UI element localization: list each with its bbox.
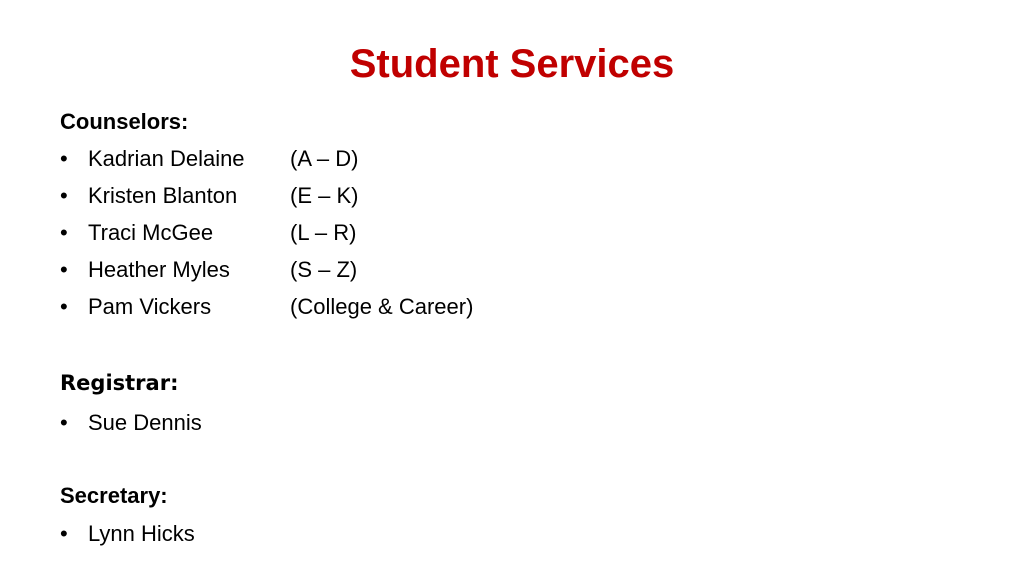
- counselor-assignment: (College & Career): [290, 294, 474, 319]
- counselor-name: Kristen Blanton: [88, 183, 238, 208]
- bullet-icon: •: [60, 257, 68, 282]
- registrar-name: Sue Dennis: [88, 410, 202, 435]
- bullet-icon: •: [60, 410, 68, 435]
- bullet-icon: •: [60, 521, 68, 546]
- counselor-assignment: (A – D): [290, 146, 359, 171]
- bullet-icon: •: [60, 294, 68, 319]
- counselor-assignment: (L – R): [290, 220, 357, 245]
- counselor-name: Heather Myles: [88, 257, 230, 282]
- bullet-icon: •: [60, 220, 68, 245]
- counselor-assignment: (E – K): [290, 183, 359, 208]
- bullet-icon: •: [60, 146, 68, 171]
- counselor-name: Kadrian Delaine: [88, 146, 245, 171]
- bullet-icon: •: [60, 183, 68, 208]
- registrar-heading: Registrar:: [60, 371, 179, 395]
- page-title: Student Services: [349, 42, 675, 86]
- counselor-assignment: (S – Z): [290, 257, 358, 282]
- counselors-heading: Counselors:: [60, 109, 189, 134]
- secretary-name: Lynn Hicks: [88, 521, 195, 546]
- secretary-heading: Secretary:: [60, 483, 168, 508]
- counselor-name: Pam Vickers: [88, 294, 212, 319]
- counselor-name: Traci McGee: [88, 220, 214, 245]
